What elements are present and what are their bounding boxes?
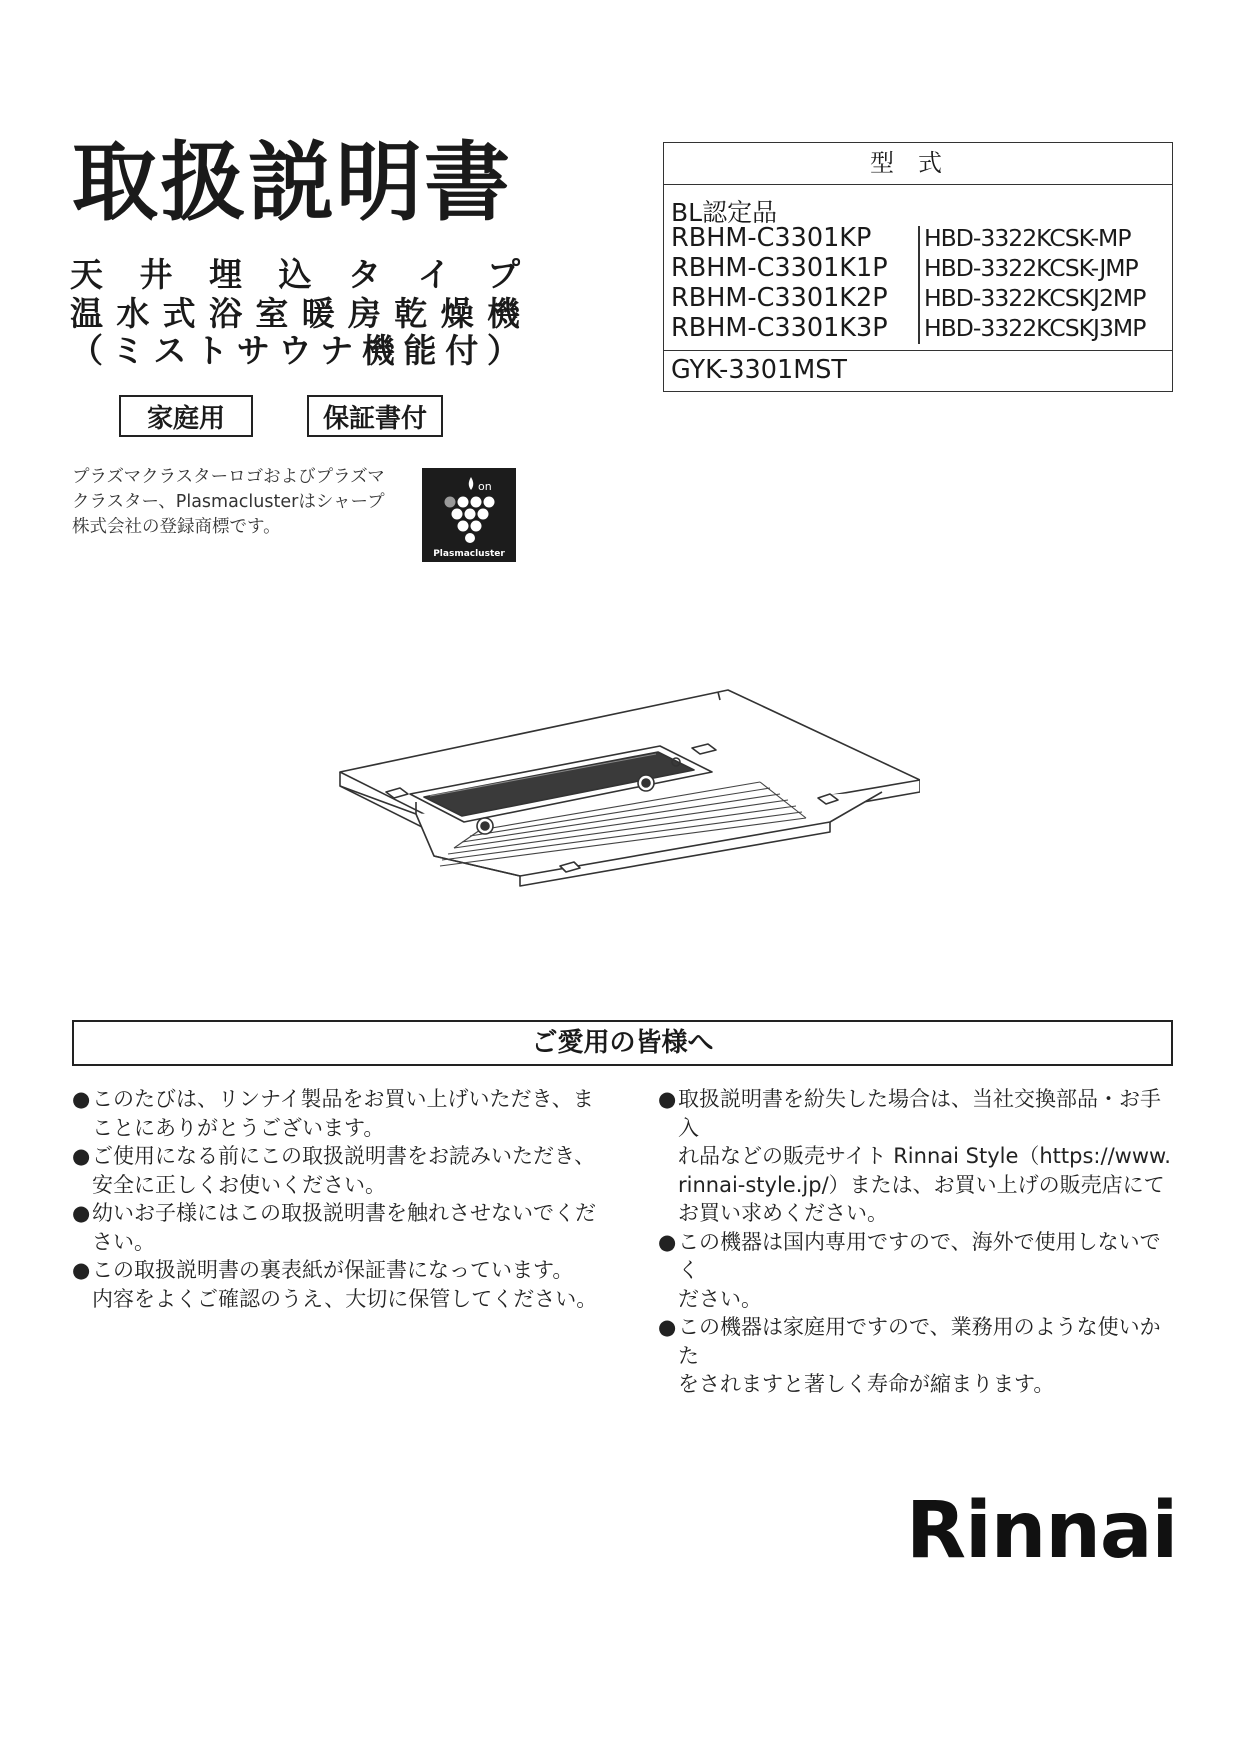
product-illustration xyxy=(330,680,920,900)
section-title-bar: ご愛用の皆様へ xyxy=(72,1020,1173,1066)
home-use-badge: 家庭用 xyxy=(119,395,253,437)
plasmacluster-grapes-icon xyxy=(422,468,516,562)
model-number: RBHM-C3301K2P xyxy=(671,283,888,313)
notice-item: ● この機器は国内専用ですので、海外で使用しないでく ださい。 xyxy=(658,1228,1178,1314)
model-list-right xyxy=(924,223,1145,343)
plasmacluster-logo xyxy=(422,468,516,562)
notice-item: ● 幼いお子様にはこの取扱説明書を触れさせないでくだ さい。 xyxy=(72,1199,602,1256)
model-number: RBHM-C3301KP xyxy=(671,223,872,253)
model-list-left xyxy=(671,223,888,343)
model-number: HBD-3322KCSKJ3MP xyxy=(924,314,1146,342)
manual-title: 取扱説明書 xyxy=(72,133,512,233)
subtitle-product-type: 温 水 式 浴 室 暖 房 乾 燥 機 xyxy=(70,294,520,333)
model-divider xyxy=(918,226,920,344)
ion-text: on xyxy=(478,480,492,493)
model-number: HBD-3322KCSK-MP xyxy=(924,224,1131,252)
footer-model-number: GYK-3301MST xyxy=(671,355,847,385)
notice-item: ● この機器は家庭用ですので、業務用のような使いかた をされますと著しく寿命が縮まります。 xyxy=(658,1313,1178,1399)
trademark-note: プラズマクラスターロゴおよびプラズマ クラスター、Plasmaclusterはシャープ 株式会社の登録商標です。 xyxy=(72,467,385,537)
notice-item: ● 取扱説明書を紛失した場合は、当社交換部品・お手入 れ品などの販売サイト Rinnai Style（https://www. rinnai-style.jp/）または、お買い上げの販売店にて お買い求めください。 xyxy=(658,1085,1178,1228)
subtitle-ceiling-type: 天 井 埋 込 タ イ プ xyxy=(70,255,520,294)
model-number: RBHM-C3301K1P xyxy=(671,253,888,283)
bl-certified-label: BL認定品 xyxy=(671,198,778,227)
model-table-header: 型式 xyxy=(664,143,1172,185)
notice-item: ● この取扱説明書の裏表紙が保証書になっています。 内容をよくご確認のうえ、大切に保管してください。 xyxy=(72,1256,602,1313)
rinnai-logo: Rinnai xyxy=(906,1486,1178,1576)
notice-item: ● このたびは、リンナイ製品をお買い上げいただき、ま ことにありがとうございます。 xyxy=(72,1085,602,1142)
model-number: HBD-3322KCSKJ2MP xyxy=(924,284,1146,312)
notice-column-left xyxy=(72,1085,602,1313)
model-table-body xyxy=(664,185,1172,351)
warranty-badge: 保証書付 xyxy=(307,395,443,437)
model-table xyxy=(663,142,1173,392)
notice-item: ● ご使用になる前にこの取扱説明書をお読みいただき、 安全に正しくお使いください。 xyxy=(72,1142,602,1199)
model-number: HBD-3322KCSK-JMP xyxy=(924,254,1138,282)
model-number: RBHM-C3301K3P xyxy=(671,313,888,343)
plasmacluster-brand-text: Plasmacluster xyxy=(433,549,505,559)
notice-column-right xyxy=(658,1085,1178,1399)
subtitle-feature: （ ミ ス ト サ ウ ナ 機 能 付 ） xyxy=(70,331,520,370)
